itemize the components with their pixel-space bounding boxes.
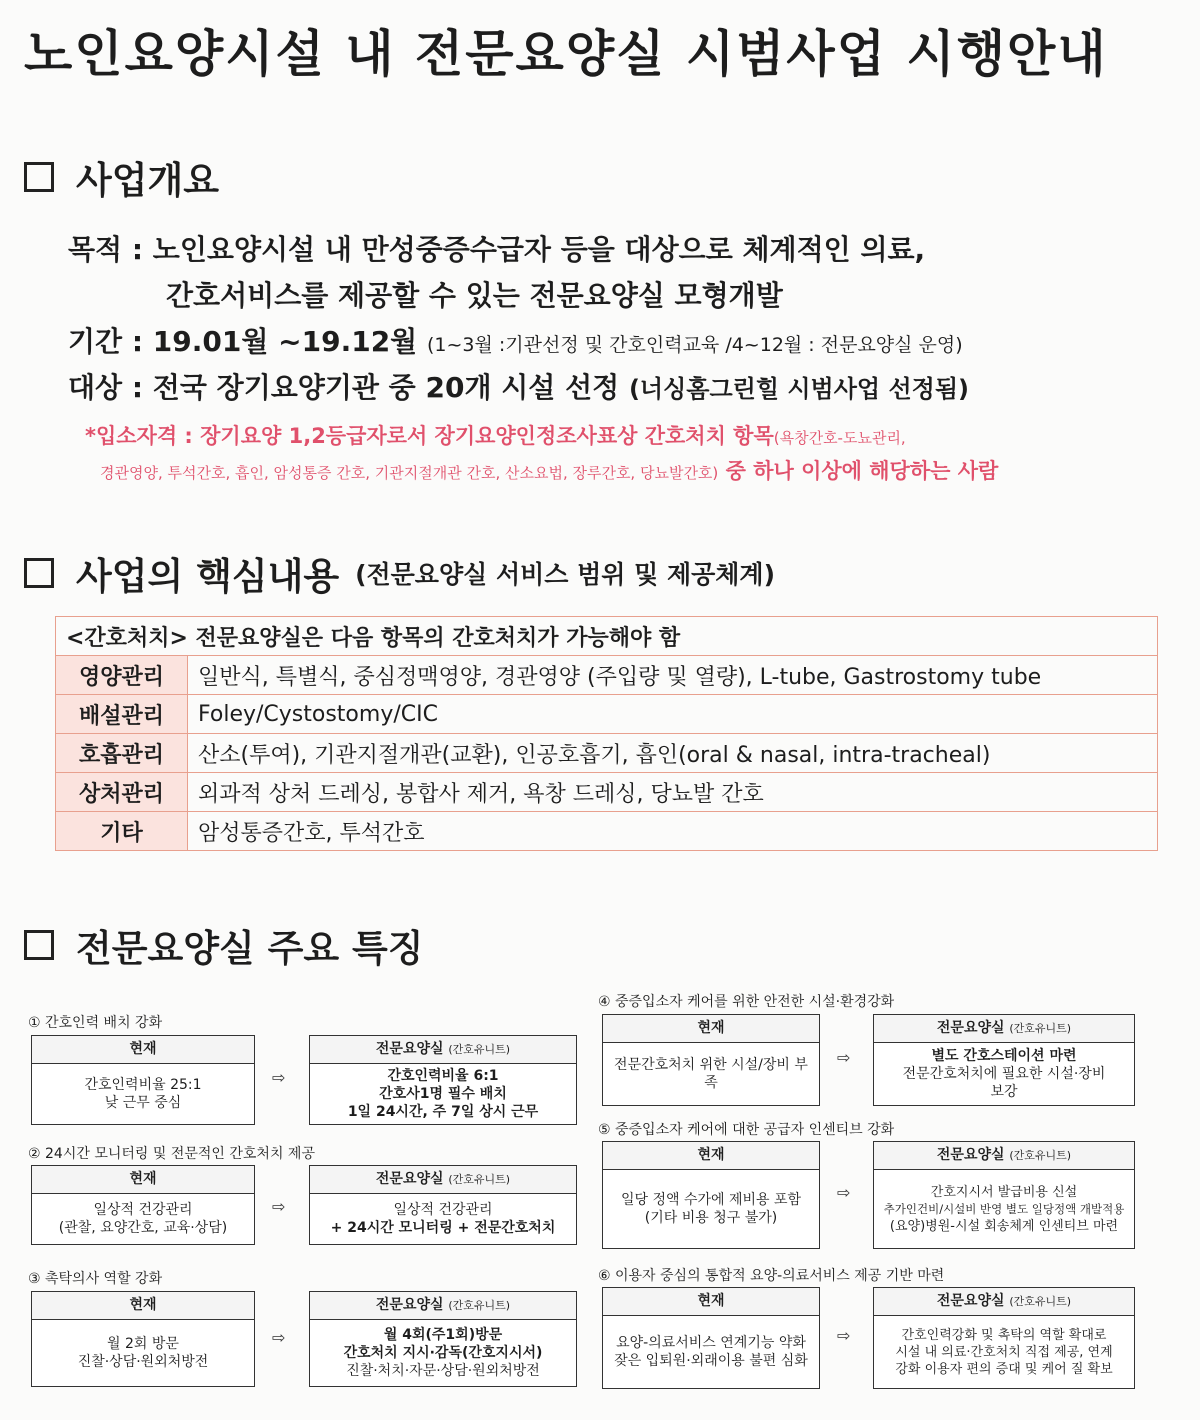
target-value: 전국 장기요양기관 중 20개 시설 선정 [152,371,620,404]
new-label: 전문요양실 [375,1297,444,1313]
new-text: 간호지시서 발급비용 신설 [930,1184,1078,1200]
table-row [56,773,1158,812]
period-value: 19.01월 ~19.12월 [152,325,418,358]
new-text: + 24시간 모니터링 + 전문간호처치 [330,1220,556,1236]
current-text: 간호인력비율 25:1 [84,1077,202,1093]
feature-current-box [602,1014,820,1106]
period-line [68,320,963,360]
table-content: Foley/Cystostomy/CIC [188,695,1158,734]
feature-current-box [602,1141,820,1249]
new-text: (요양)병원-시설 회송체계 인센티브 마련 [889,1218,1119,1234]
feature-new-box [873,1141,1135,1249]
feature-new-box [873,1014,1135,1106]
new-text: 별도 간호스테이션 마련 [931,1048,1077,1064]
new-text: 간호인력비율 6:1 [387,1068,499,1084]
new-label: 전문요양실 [936,1147,1005,1163]
new-text: 월 4회(주1회)방문 [383,1327,503,1343]
new-label: 전문요양실 [936,1293,1005,1309]
feature-current-box [31,1035,255,1125]
target-line [68,366,969,406]
period-note: (1~3월 :기관선정 및 간호인력교육 /4~12월 : 전문요양실 운영) [427,334,963,356]
current-text: (기타 비용 청구 불가) [644,1210,778,1226]
table-content: 암성통증간호, 투석간호 [188,812,1158,851]
table-row [56,656,1158,695]
period-label: 기간 : [68,325,144,358]
table-header: <간호처치> 전문요양실은 다음 항목의 간호처치가 가능해야 함 [56,617,1158,656]
feature-title: ② 24시간 모니터링 및 전문적인 간호처치 제공 [28,1146,315,1162]
feature-new-box [309,1035,577,1125]
feature-title: ① 간호인력 배치 강화 [28,1015,163,1031]
current-text: 요양-의료서비스 연계기능 약화 [616,1335,806,1351]
new-label-note: (간호유니트) [448,1043,511,1056]
section-title: 전문요양실 주요 특징 [76,927,424,970]
eligibility-line-2 [100,455,998,485]
new-text: 진찰·처치·자문·상담·원외처방전 [346,1363,540,1379]
feature-title: ⑥ 이용자 중심의 통합적 요양-의료서비스 제공 기반 마련 [598,1268,945,1284]
nursing-care-table [55,616,1158,851]
current-text: 잦은 입퇴원·외래이용 불편 심화 [614,1353,808,1369]
new-text: 전문간호처치에 필요한 시설·장비 [902,1066,1106,1082]
new-label: 전문요양실 [375,1041,444,1057]
new-text: 보강 [990,1084,1018,1100]
current-text: 전문간호처치 위한 시설/장비 부족 [614,1057,808,1091]
page-title: 노인요양시설 내 전문요양실 시범사업 시행안내 [24,25,1108,83]
table-category: 상처관리 [56,773,188,812]
feature-new-box [873,1287,1135,1389]
new-text: 1일 24시간, 주 7일 상시 근무 [347,1104,539,1120]
table-content: 외과적 상처 드레싱, 봉합사 제거, 욕창 드레싱, 당뇨발 간호 [188,773,1158,812]
new-label-note: (간호유니트) [448,1299,511,1312]
current-label: 현재 [32,1036,254,1064]
feature-current-box [31,1165,255,1245]
new-label-note: (간호유니트) [448,1173,511,1186]
new-text: 추가인건비/시설비 반영 별도 일당정액 개발적용 [883,1201,1125,1216]
feature-new-box [309,1291,577,1387]
current-text: (관찰, 요양간호, 교육·상담) [58,1220,228,1236]
feature-title: ③ 촉탁의사 역할 강화 [28,1271,163,1287]
eligibility-end: 중 하나 이상에 해당하는 사람 [725,459,999,483]
new-text: 일상적 건강관리 [393,1202,493,1218]
table-category: 기타 [56,812,188,851]
feature-title: ④ 중증입소자 케어를 위한 안전한 시설·환경강화 [598,994,895,1010]
section-heading-core [24,546,775,600]
table-row [56,695,1158,734]
new-label-note: (간호유니트) [1009,1295,1072,1308]
arrow-right-icon: ⇨ [272,1328,286,1347]
new-text: 간호사1명 필수 배치 [379,1086,507,1102]
current-label: 현재 [32,1166,254,1194]
feature-current-box [31,1291,255,1387]
current-text: 일당 정액 수가에 제비용 포함 [620,1192,802,1208]
new-text: 간호인력강화 및 촉탁의 역할 확대로 [901,1327,1107,1343]
section-subtitle: (전문요양실 서비스 범위 및 제공체계) [355,560,775,589]
current-text: 월 2회 방문 [107,1336,179,1352]
new-text: 간호처치 지시·감독(간호지시서) [343,1345,543,1361]
current-label: 현재 [32,1292,254,1320]
table-category: 호흡관리 [56,734,188,773]
feature-new-box [309,1165,577,1245]
new-label-note: (간호유니트) [1009,1149,1072,1162]
target-label: 대상 : [68,371,144,404]
table-header-row [56,617,1158,656]
current-label: 현재 [603,1142,819,1170]
section-heading-features [24,918,423,972]
checkbox-icon [24,930,54,960]
purpose-line [68,228,925,268]
eligibility-line-1 [85,420,906,450]
new-text: 시설 내 의료·간호처치 직접 제공, 연계 [895,1344,1113,1360]
purpose-label: 목적 : [68,233,144,266]
section-title: 사업의 핵심내용 [76,555,340,598]
target-note: (너싱홈그린힐 시범사업 선정됨) [628,375,969,403]
purpose-text-1: 노인요양시설 내 만성중증수급자 등을 대상으로 체계적인 의료, [152,233,926,266]
new-text: 강화 이용자 편의 증대 및 케어 질 확보 [895,1361,1113,1377]
table-row [56,734,1158,773]
eligibility-note-2: 경관영양, 투석간호, 흡인, 암성통증 간호, 기관지절개관 간호, 산소요법, 장루간호, 당뇨발간호) [100,464,719,482]
table-category: 배설관리 [56,695,188,734]
feature-title: ⑤ 중증입소자 케어에 대한 공급자 인센티브 강화 [598,1122,895,1138]
checkbox-icon [24,162,54,192]
feature-current-box [602,1287,820,1389]
current-text: 진찰·상담·원외처방전 [77,1354,209,1370]
current-text: 낮 근무 중심 [104,1095,182,1111]
current-text: 일상적 건강관리 [93,1202,193,1218]
eligibility-main: *입소자격 : 장기요양 1,2등급자로서 장기요양인정조사표상 간호처치 항목 [85,424,774,448]
purpose-text-2: 간호서비스를 제공할 수 있는 전문요양실 모형개발 [166,279,783,312]
current-label: 현재 [603,1015,819,1043]
table-content: 산소(투여), 기관지절개관(교환), 인공호흡기, 흡인(oral & nasal, intra-tracheal) [188,734,1158,773]
arrow-right-icon: ⇨ [837,1048,851,1067]
arrow-right-icon: ⇨ [272,1068,286,1087]
new-label: 전문요양실 [936,1020,1005,1036]
new-label-note: (간호유니트) [1009,1022,1072,1035]
arrow-right-icon: ⇨ [837,1183,851,1202]
arrow-right-icon: ⇨ [837,1326,851,1345]
section-heading-overview [24,150,219,204]
eligibility-note-1: (욕창간호-도뇨관리, [773,429,906,447]
arrow-right-icon: ⇨ [272,1197,286,1216]
current-label: 현재 [603,1288,819,1316]
new-label: 전문요양실 [375,1171,444,1187]
checkbox-icon [24,558,54,588]
section-title: 사업개요 [76,159,219,202]
table-category: 영양관리 [56,656,188,695]
table-row [56,812,1158,851]
table-content: 일반식, 특별식, 중심정맥영양, 경관영양 (주입량 및 열량), L-tube, Gastrostomy tube [188,656,1158,695]
